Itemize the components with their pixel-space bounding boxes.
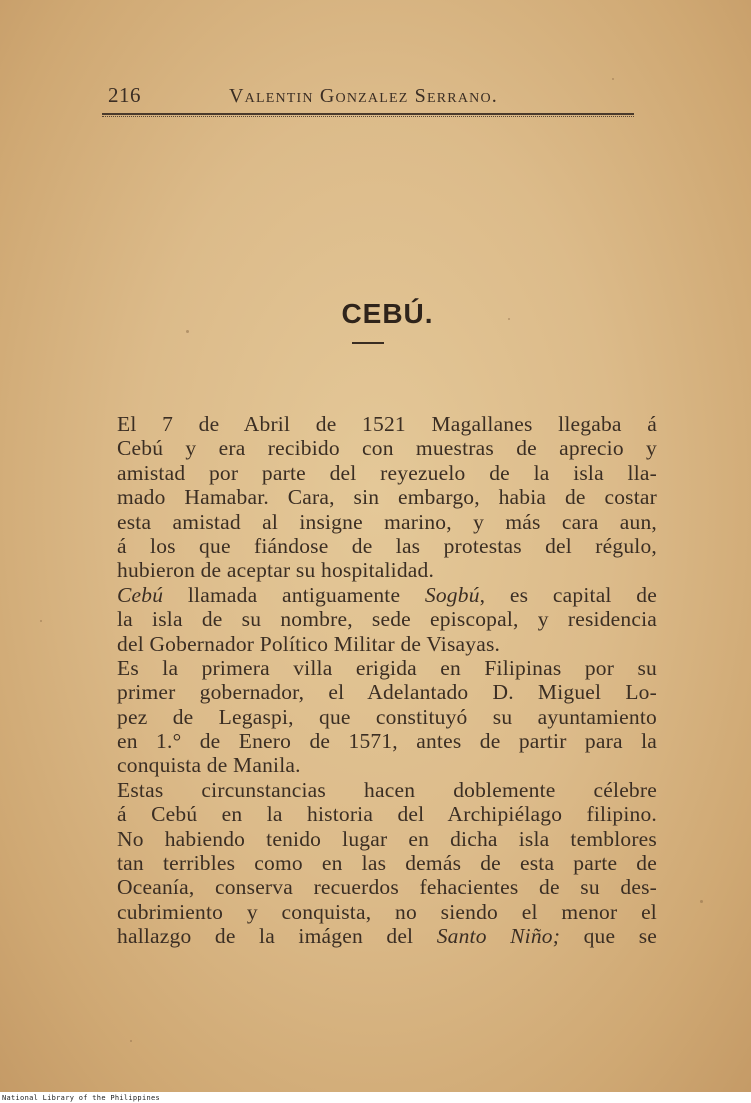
- text-line: del Gobernador Político Militar de Visayas.: [117, 631, 501, 656]
- text-line: Estas circunstancias hacen doblemente célebre: [117, 777, 657, 802]
- title-rule: [352, 342, 384, 344]
- text-fragment: que se: [560, 924, 658, 949]
- paper-speck: [508, 318, 510, 320]
- paper-speck: [40, 620, 42, 622]
- italic-word: Cebú: [117, 582, 164, 607]
- text-line: El 7 de Abril de 1521 Magallanes llegaba á: [117, 412, 657, 436]
- text-line: amistad por parte del reyezuelo de la isla lla-: [117, 460, 657, 485]
- text-line: mado Hamabar. Cara, sin embargo, habia de costar: [117, 485, 657, 510]
- text-line: [117, 924, 657, 948]
- page-header: [108, 83, 634, 113]
- text-fragment: hallazgo de la imágen del: [117, 924, 437, 949]
- italic-word: Sogbú: [424, 582, 480, 607]
- text-line: hubieron de aceptar su hospitalidad.: [117, 558, 435, 583]
- text-line: tan terribles como en las demás de esta parte de: [117, 851, 657, 876]
- text-line: conquista de Manila.: [117, 753, 301, 778]
- text-line: esta amistad al insigne marino, y más cara aun,: [117, 509, 657, 534]
- paper-speck: [612, 78, 614, 80]
- text-line: [117, 583, 657, 607]
- chapter-title: CEBÚ.: [341, 298, 434, 329]
- header-rule: [102, 113, 634, 117]
- text-line: cubrimiento y conquista, no siendo el menor el: [117, 899, 657, 924]
- text-fragment: , es capital de: [479, 582, 657, 607]
- italic-word: Santo Niño;: [436, 924, 561, 949]
- text-line: Oceanía, conserva recuerdos fehacientes de su des-: [117, 875, 657, 900]
- text-line: la isla de su nombre, sede episcopal, y residencia: [117, 607, 657, 632]
- page-number: 216: [108, 83, 141, 107]
- running-head: Valentin Gonzalez Serrano.: [229, 85, 498, 107]
- paper-speck: [186, 330, 189, 333]
- body-text: [117, 412, 657, 949]
- text-line: en 1.° de Enero de 1571, antes de partir para la: [117, 729, 657, 754]
- library-credit: National Library of the Philippines: [2, 1094, 161, 1102]
- text-line: Es la primera villa erigida en Filipinas por su: [117, 655, 657, 680]
- text-line: Cebú y era recibido con muestras de aprecio y: [117, 436, 657, 461]
- text-fragment: llamada antiguamente: [163, 582, 425, 607]
- text-line: á Cebú en la historia del Archipiélago filipino.: [117, 802, 657, 827]
- text-line: á los que fiándose de las protestas del régulo,: [117, 533, 657, 558]
- paper-speck: [700, 900, 703, 903]
- text-line: No habiendo tenido lugar en dicha isla temblores: [117, 826, 657, 851]
- paper-speck: [130, 1040, 132, 1042]
- text-line: primer gobernador, el Adelantado D. Miguel Lo-: [117, 680, 657, 705]
- text-line: pez de Legaspi, que constituyó su ayuntamiento: [117, 704, 657, 729]
